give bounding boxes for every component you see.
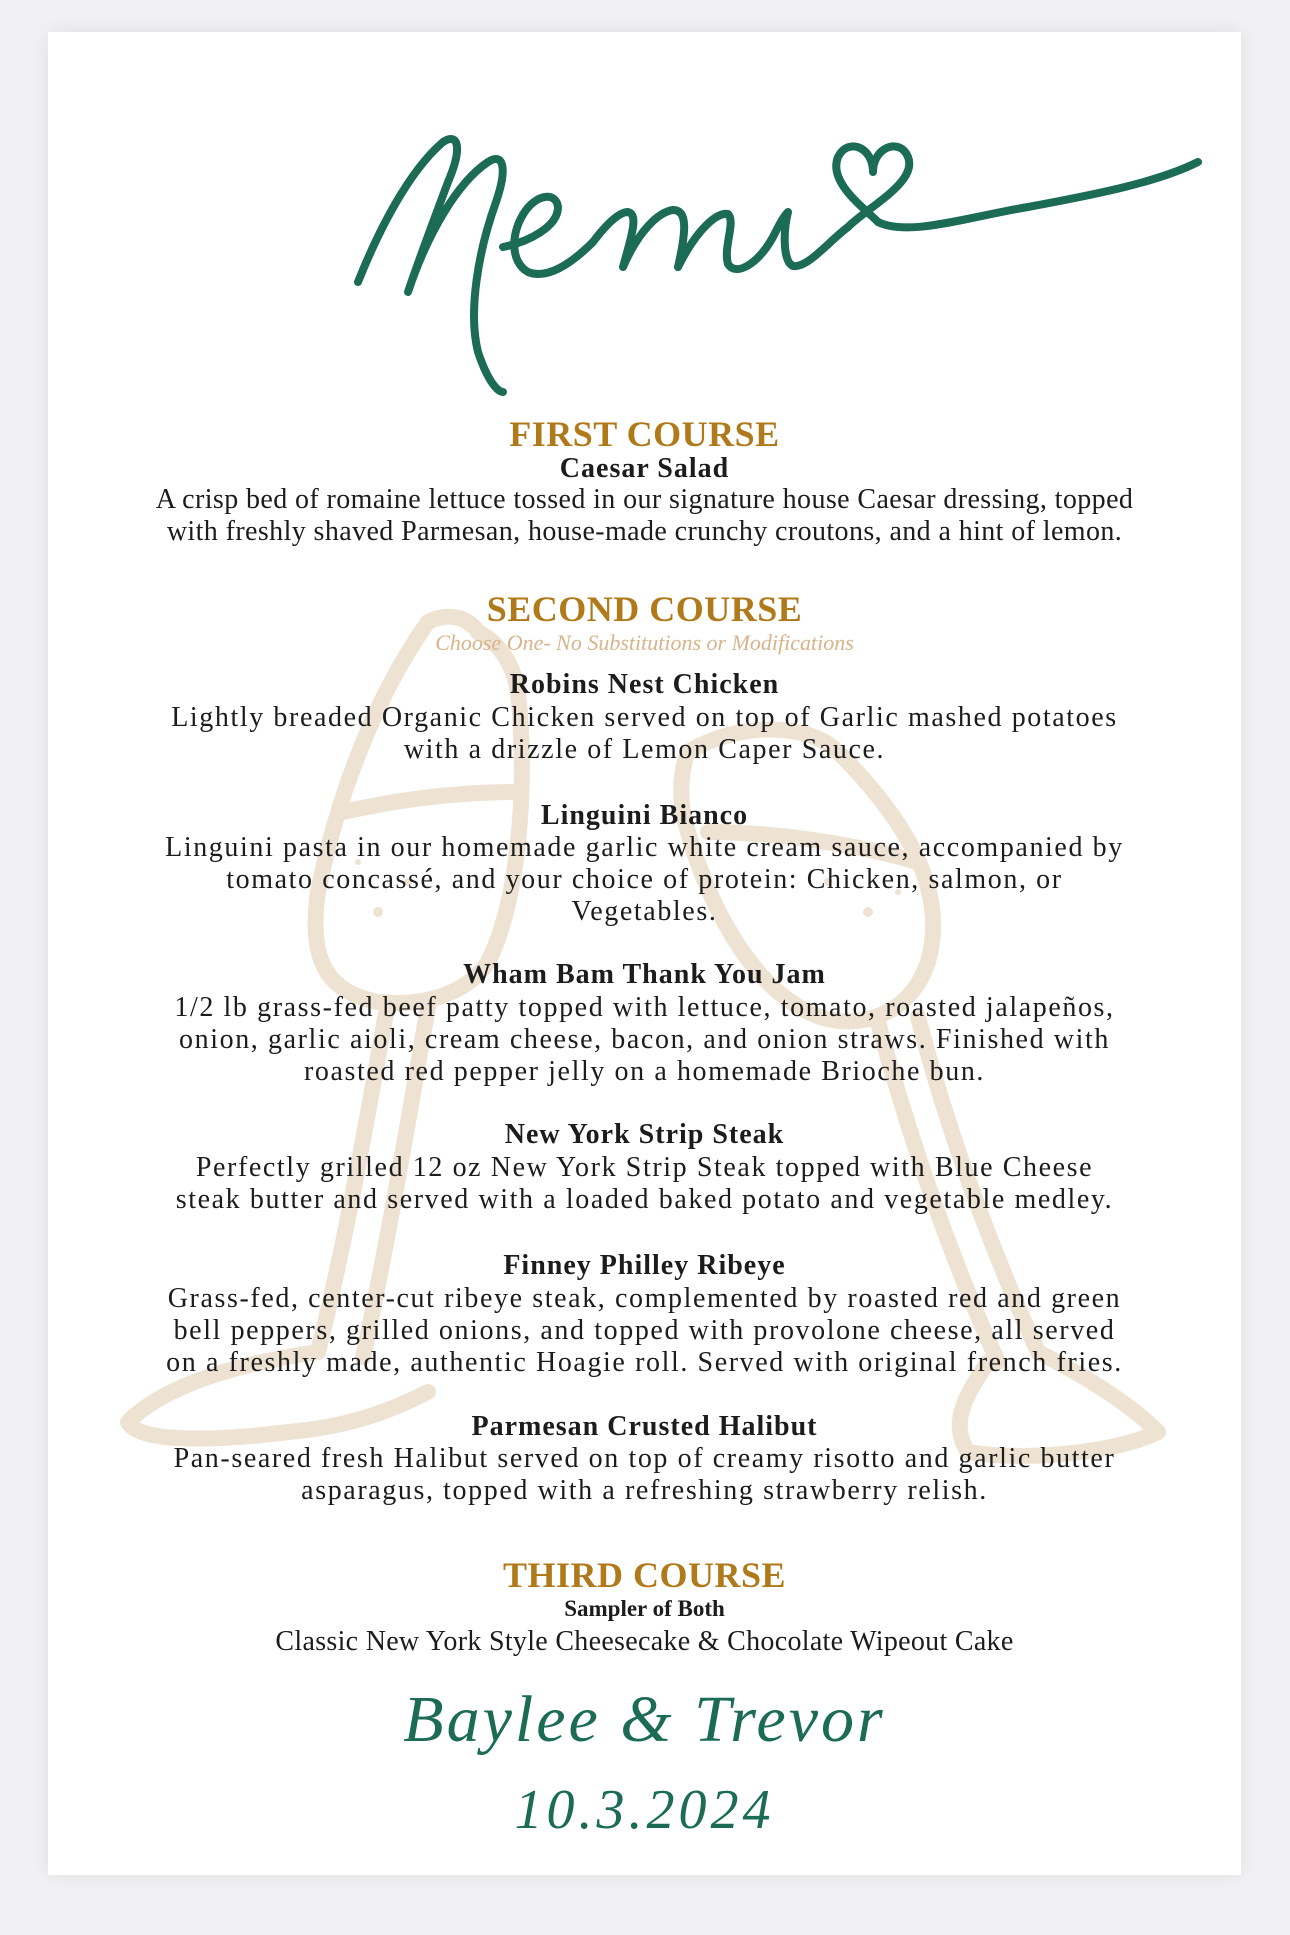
description-line: A crisp bed of romaine lettuce tossed in our signature house Caesar dressing, topped — [155, 484, 1134, 515]
description-line: onion, garlic aioli, cream cheese, bacon, and onion straws. Finished with — [179, 1024, 1110, 1055]
dish-name-wham-bam-thank-you-jam: Wham Bam Thank You Jam — [463, 959, 826, 990]
dish-description-finney-philley-ribeye — [88, 1283, 1201, 1379]
description-line: steak butter and served with a loaded baked potato and vegetable medley. — [175, 1184, 1114, 1215]
dish-description-wham-bam-thank-you-jam — [88, 992, 1201, 1088]
dish-description-parmesan-crusted-halibut — [88, 1443, 1201, 1507]
dish-description-linguini-bianco — [88, 832, 1201, 928]
dish-description-caesar-salad — [88, 484, 1201, 548]
first-course-heading: FIRST COURSE — [509, 414, 780, 454]
dish-name-caesar-salad: Caesar Salad — [559, 453, 730, 484]
dish-name-linguini-bianco: Linguini Bianco — [540, 800, 749, 831]
description-line: Lightly breaded Organic Chicken served on top of Garlic mashed potatoes — [171, 702, 1118, 733]
dish-name-finney-philley-ribeye: Finney Philley Ribeye — [503, 1250, 786, 1281]
dish-name-robins-nest-chicken: Robins Nest Chicken — [509, 669, 780, 700]
description-line: bell peppers, grilled onions, and topped with provolone cheese, all served — [173, 1315, 1116, 1346]
third-course-heading: THIRD COURSE — [502, 1555, 787, 1595]
third-course-description: Classic New York Style Cheesecake & Chocolate Wipeout Cake — [275, 1626, 1014, 1657]
second-course-note: Choose One- No Substitutions or Modifications — [435, 630, 854, 655]
second-course-heading: SECOND COURSE — [486, 589, 803, 629]
description-line: Pan-seared fresh Halibut served on top of creamy risotto and garlic butter — [173, 1443, 1116, 1474]
third-course-subheading: Sampler of Both — [564, 1596, 725, 1621]
dish-name-parmesan-crusted-halibut: Parmesan Crusted Halibut — [471, 1411, 818, 1442]
couple-names: Baylee & Trevor — [403, 1683, 886, 1756]
description-line: 1/2 lb grass-fed beef patty topped with lettuce, tomato, roasted jalapeños, — [174, 992, 1115, 1023]
description-line: Vegetables. — [571, 896, 718, 927]
event-date: 10.3.2024 — [514, 1779, 775, 1841]
description-line: Grass-fed, center-cut ribeye steak, complemented by roasted red and green — [167, 1283, 1122, 1314]
dish-description-robins-nest-chicken — [88, 702, 1201, 766]
description-line: roasted red pepper jelly on a homemade Brioche bun. — [303, 1056, 986, 1087]
description-line: Perfectly grilled 12 oz New York Strip Steak topped with Blue Cheese — [195, 1152, 1094, 1183]
description-line: Linguini pasta in our homemade garlic white cream sauce, accompanied by — [165, 832, 1124, 863]
description-line: on a freshly made, authentic Hoagie roll. Served with original french fries. — [166, 1347, 1123, 1378]
menu-script-title — [48, 32, 1241, 412]
menu-card — [48, 32, 1241, 1875]
dish-name-new-york-strip-steak: New York Strip Steak — [504, 1119, 785, 1150]
description-line: with freshly shaved Parmesan, house-made crunchy croutons, and a hint of lemon. — [166, 516, 1123, 547]
description-line: asparagus, topped with a refreshing strawberry relish. — [301, 1475, 988, 1506]
description-line: with a drizzle of Lemon Caper Sauce. — [403, 734, 886, 765]
description-line: tomato concassé, and your choice of protein: Chicken, salmon, or — [226, 864, 1063, 895]
dish-description-new-york-strip-steak — [88, 1152, 1201, 1216]
